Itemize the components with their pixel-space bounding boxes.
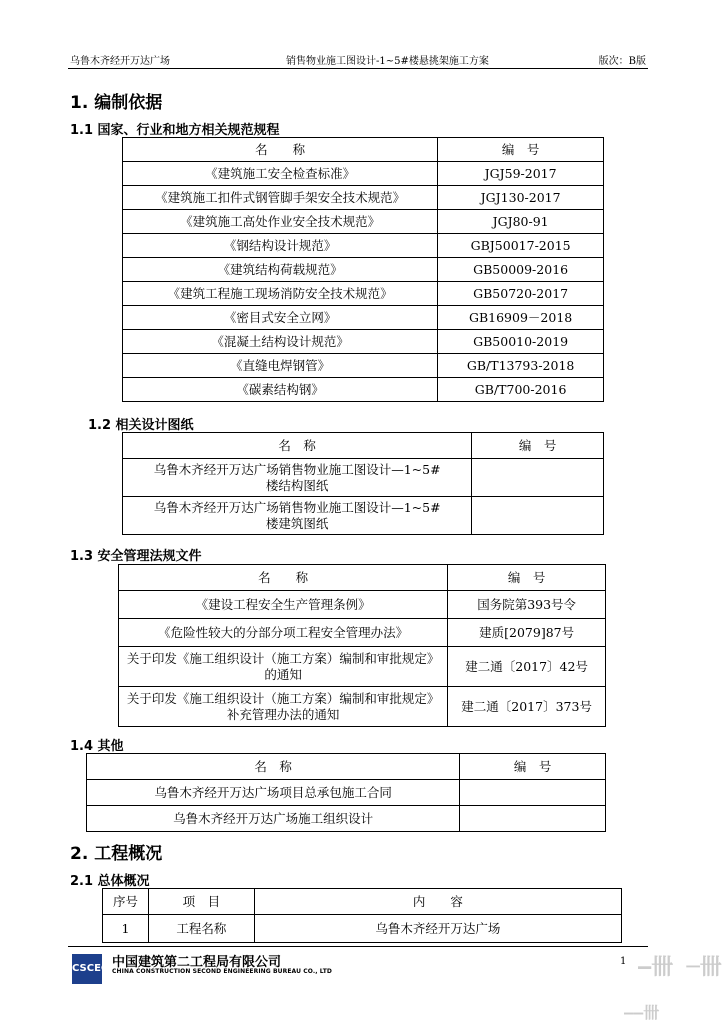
standard-code: GB50720-2017 (438, 282, 604, 306)
section-1-4-title: 1.4 其他 (70, 739, 124, 754)
standard-name: 《建筑施工扣件式钢管脚手架安全技术规范》 (123, 186, 438, 210)
table-header-code: 编 号 (448, 565, 606, 591)
page-number: 1 (620, 956, 627, 967)
regulation-name: 关于印发《施工组织设计（施工方案）编制和审批规定》补充管理办法的通知 (119, 687, 448, 727)
document-code (460, 780, 606, 806)
company-name-en: CHINA CONSTRUCTION SECOND ENGINEERING BUREAU CO., LTD (112, 968, 332, 975)
standard-code: GBJ50017-2015 (438, 234, 604, 258)
drawing-name: 乌鲁木齐经开万达广场销售物业施工图设计—1~5#楼建筑图纸 (123, 497, 472, 535)
standard-name: 《直缝电焊钢管》 (123, 354, 438, 378)
standard-code: JGJ130-2017 (438, 186, 604, 210)
table-header-code: 编 号 (438, 138, 604, 162)
regulation-name: 《建设工程安全生产管理条例》 (119, 591, 448, 619)
drawings-table (122, 432, 604, 535)
standard-name: 《建筑施工安全检查标准》 (123, 162, 438, 186)
regulation-code: 建二通〔2017〕42号 (448, 647, 606, 687)
table-header-item: 项 目 (148, 889, 254, 915)
header-project: 乌鲁木齐经开万达广场 (70, 56, 170, 67)
section-1-2-title: 1.2 相关设计图纸 (88, 418, 194, 433)
section-2-1-title: 2.1 总体概况 (70, 874, 150, 889)
document-name: 乌鲁木齐经开万达广场施工组织设计 (87, 806, 460, 832)
standard-code: JGJ80-91 (438, 210, 604, 234)
regulation-code: 建二通〔2017〕373号 (448, 687, 606, 727)
other-docs-table (86, 753, 606, 832)
standard-code: GB16909－2018 (438, 306, 604, 330)
table-header-name: 名 称 (87, 754, 460, 780)
footer-decoration-icon: ——卌 (624, 1003, 660, 1022)
standard-code: GB/T13793-2018 (438, 354, 604, 378)
overview-table (102, 888, 622, 943)
table-header-content: 内 容 (254, 889, 621, 915)
header-document-title: 销售物业施工图设计-1~5#楼悬挑架施工方案 (286, 56, 489, 67)
company-logo-icon: CSCEC (72, 954, 102, 984)
standard-name: 《密目式安全立网》 (123, 306, 438, 330)
table-header-index: 序号 (103, 889, 149, 915)
overview-index: 1 (103, 915, 149, 943)
table-header-code: 编 号 (460, 754, 606, 780)
standard-name: 《建筑工程施工现场消防安全技术规范》 (123, 282, 438, 306)
standards-table (122, 137, 604, 402)
document-name: 乌鲁木齐经开万达广场项目总承包施工合同 (87, 780, 460, 806)
section-1-title: 1. 编制依据 (70, 93, 163, 113)
regulation-name: 关于印发《施工组织设计（施工方案）编制和审批规定》的通知 (119, 647, 448, 687)
standard-code: GB50009-2016 (438, 258, 604, 282)
section-2-title: 2. 工程概况 (70, 844, 163, 864)
overview-item: 工程名称 (148, 915, 254, 943)
standard-name: 《碳素结构钢》 (123, 378, 438, 402)
overview-content: 乌鲁木齐经开万达广场 (254, 915, 621, 943)
standard-code: JGJ59-2017 (438, 162, 604, 186)
footer-decoration-icon: —卌 ─卌 (638, 955, 722, 980)
document-code (460, 806, 606, 832)
drawing-name: 乌鲁木齐经开万达广场销售物业施工图设计—1~5#楼结构图纸 (123, 459, 472, 497)
regulation-code: 国务院第393号令 (448, 591, 606, 619)
table-header-code: 编 号 (472, 433, 604, 459)
page-header (68, 48, 648, 69)
table-header-name: 名 称 (123, 433, 472, 459)
footer-divider (68, 946, 648, 947)
section-1-3-title: 1.3 安全管理法规文件 (70, 549, 202, 564)
drawing-code (472, 497, 604, 535)
regulations-table (118, 564, 606, 727)
company-name-cn: 中国建筑第二工程局有限公司 (112, 955, 282, 970)
regulation-code: 建质[2079]87号 (448, 619, 606, 647)
standard-code: GB50010-2019 (438, 330, 604, 354)
standard-name: 《钢结构设计规范》 (123, 234, 438, 258)
section-1-1-title: 1.1 国家、行业和地方相关规范规程 (70, 123, 280, 138)
standard-code: GB/T700-2016 (438, 378, 604, 402)
drawing-code (472, 459, 604, 497)
standard-name: 《混凝土结构设计规范》 (123, 330, 438, 354)
table-header-name: 名 称 (123, 138, 438, 162)
standard-name: 《建筑施工高处作业安全技术规范》 (123, 210, 438, 234)
table-header-name: 名 称 (119, 565, 448, 591)
standard-name: 《建筑结构荷载规范》 (123, 258, 438, 282)
regulation-name: 《危险性较大的分部分项工程安全管理办法》 (119, 619, 448, 647)
header-version: 版次：B版 (598, 56, 646, 67)
